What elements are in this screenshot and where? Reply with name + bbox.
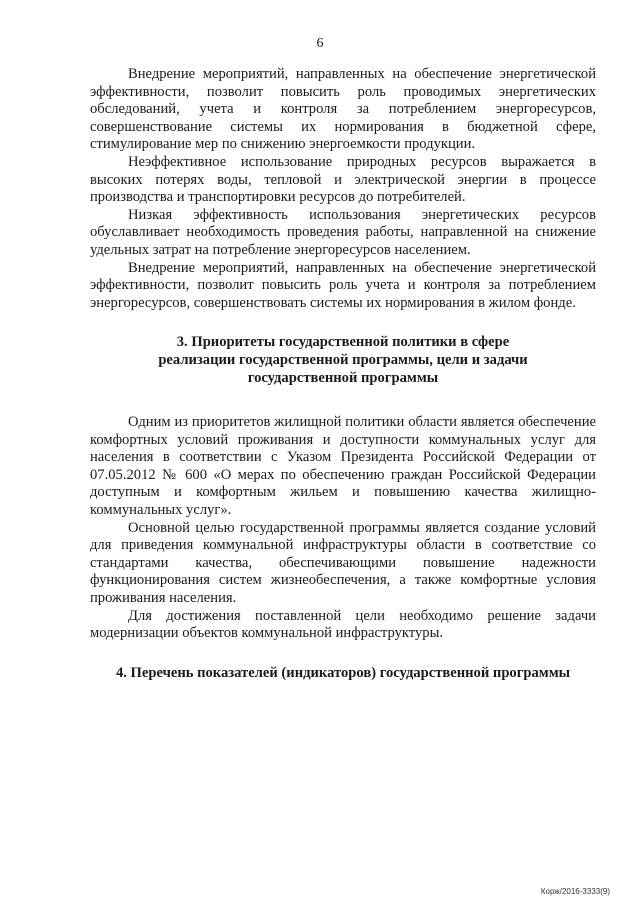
section-3-heading-line: государственной программы [247,369,439,386]
paragraph-low-efficiency: Низкая эффективность использования энергетических ресурсов обуславливает необходимость проведения работы, направленной на снижение удельных затрат на потребление энергоресурсов населением. [90,206,596,258]
section-3-heading-line: реализации государственной программы, цели и задачи [158,351,528,368]
section-4-heading: 4. Перечень показателей (индикаторов) государственной программы [115,664,571,681]
paragraph-program-task: Для достижения поставленной цели необходимо решение задачи модернизации объектов коммунальной инфраструктуры. [90,607,596,642]
paragraph-housing-priorities: Одним из приоритетов жилищной политики области является обеспечение комфортных условий проживания и доступности коммунальных услуг для населения в соответствии с Указом Президента Российской Федерации от 07.05.2012 № 600 «О мерах по обеспечению граждан Российской Федерации доступным и комфортным жильем и повышению качества жилищно-коммунальных услуг». [90,414,596,519]
document-body [90,66,596,682]
paragraph-housing-fund: Внедрение мероприятий, направленных на обеспечение энергетической эффективности, позволит повысить роль учета и контроля за потреблением энергоресурсов, совершенствовать системы их нормирования в жилом фонде. [90,259,596,311]
section-3-heading-line: 3. Приоритеты государственной политики в сфере [176,334,510,351]
footer-document-code: Корж/2016-3333(9) [540,887,610,896]
section-3-heading [90,334,596,387]
paragraph-energy-efficiency: Внедрение мероприятий, направленных на обеспечение энергетической эффективности, позволит повысить роль проводимых энергетических обследований, учета и контроля за потреблением энергоресурсов, совершенствование системы их нормирования в бюджетной сфере, стимулирование мер по снижению энергоемкости продукции. [90,66,596,153]
paragraph-resource-losses: Неэффективное использование природных ресурсов выражается в высоких потерях воды, тепловой и электрической энергии в процессе производства и транспортировки ресурсов до потребителей. [90,153,596,206]
paragraph-program-goal: Основной целью государственной программы является создание условий для приведения коммунальной инфраструктуры области в соответствие со стандартами качества, обеспечивающими повышение надежности функционирования систем жизнеобеспечения, а также комфортные условия проживания населения. [90,519,596,607]
page-number: 6 [316,36,324,51]
